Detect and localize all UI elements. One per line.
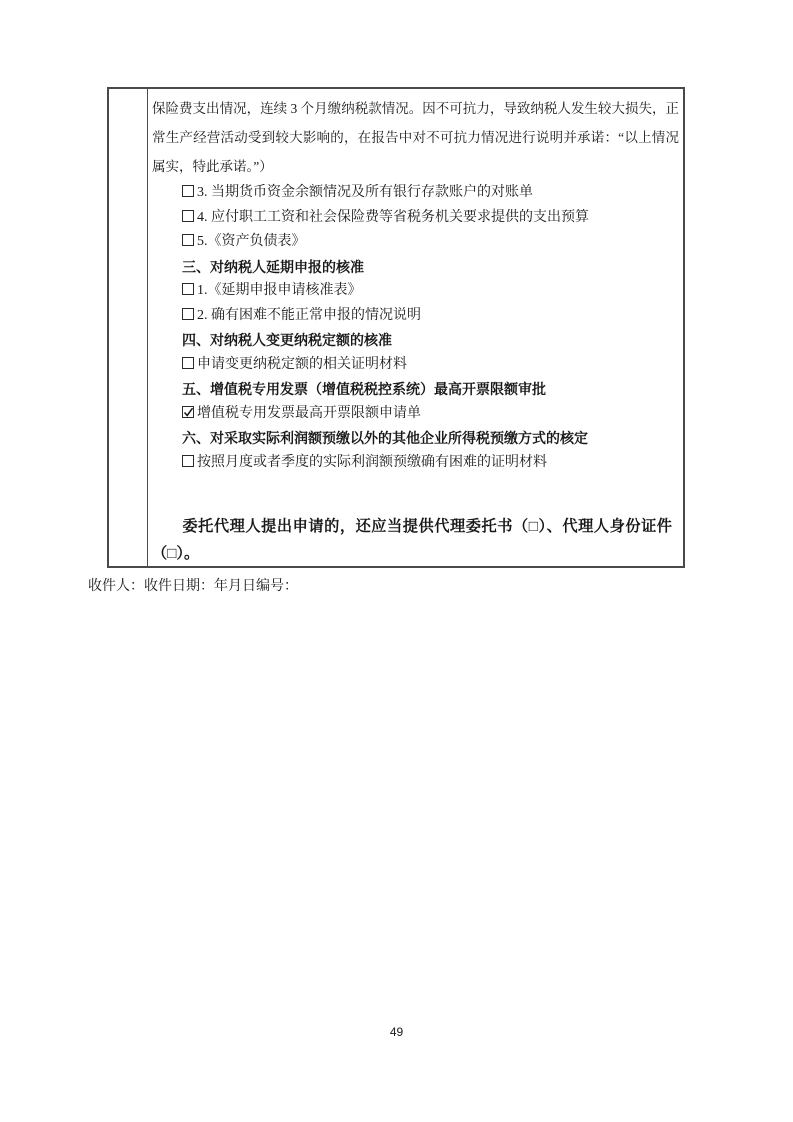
empty-checkbox-icon[interactable]: [182, 357, 194, 369]
checked-checkbox-icon[interactable]: [182, 406, 194, 418]
empty-checkbox-icon[interactable]: [182, 185, 194, 197]
section-heading: [182, 426, 679, 451]
line-text: 2. 确有困难不能正常申报的情况说明: [197, 307, 421, 323]
line-text: 三、对纳税人延期申报的核准: [182, 258, 364, 275]
empty-checkbox-icon[interactable]: [182, 308, 194, 320]
checkbox-item[interactable]: [182, 304, 679, 329]
checkbox-item[interactable]: [182, 451, 679, 476]
checkbox-item[interactable]: [182, 230, 679, 255]
line-text: 增值税专用发票最高开票限额申请单: [197, 405, 421, 421]
line-text: 五、增值税专用发票（增值税税控系统）最高开票限额审批: [182, 381, 546, 397]
line-text: 1.《延期申报申请核准表》: [197, 283, 362, 298]
receipt-footer-line: 收件人：收件日期：年月日编号：: [88, 579, 298, 594]
empty-checkbox-icon[interactable]: [182, 455, 194, 467]
empty-checkbox-icon[interactable]: [182, 234, 194, 246]
table-content-cell: [148, 89, 683, 566]
intro-paragraph: 保险费支出情况，连续 3 个月缴纳税款情况。因不可抗力，导致纳税人发生较大损失，正常生产经营活动受到较大影响的，在报告中对不可抗力情况进行说明并承诺：“以上情况属实，特此承诺。”）: [152, 101, 679, 174]
section-heading: [182, 328, 679, 353]
checkbox-item[interactable]: [182, 353, 679, 378]
line-text: 六、对采取实际利润额预缴以外的其他企业所得税预缴方式的核定: [182, 430, 588, 446]
table-left-label-column: [109, 89, 148, 566]
line-text: 5.《资产负债表》: [197, 234, 306, 249]
line-text: 4. 应付职工工资和社会保险费等省税务机关要求提供的支出预算: [197, 209, 589, 225]
attachment-checklist-table: [107, 87, 685, 568]
checkbox-item[interactable]: [182, 402, 679, 427]
agent-note-paragraph: 委托代理人提出申请的，还应当提供代理委托书（□）、代理人身份证件（□）。: [152, 518, 672, 562]
checkbox-item[interactable]: [182, 279, 679, 304]
line-text: 四、对纳税人变更纳税定额的核准: [182, 332, 392, 348]
section-heading: [182, 377, 679, 402]
line-text: 按照月度或者季度的实际利润额预缴确有困难的证明材料: [197, 454, 547, 470]
checkbox-item[interactable]: [182, 206, 679, 231]
checkbox-item[interactable]: [182, 181, 679, 206]
empty-checkbox-icon[interactable]: [182, 210, 194, 222]
line-text: 申请变更纳税定额的相关证明材料: [197, 356, 407, 372]
empty-checkbox-icon[interactable]: [182, 283, 194, 295]
checklist-lines: [152, 181, 679, 475]
section-heading: [182, 255, 679, 280]
page-number: 49: [389, 1025, 404, 1039]
line-text: 3. 当期货币资金余额情况及所有银行存款账户的对账单: [197, 185, 533, 200]
